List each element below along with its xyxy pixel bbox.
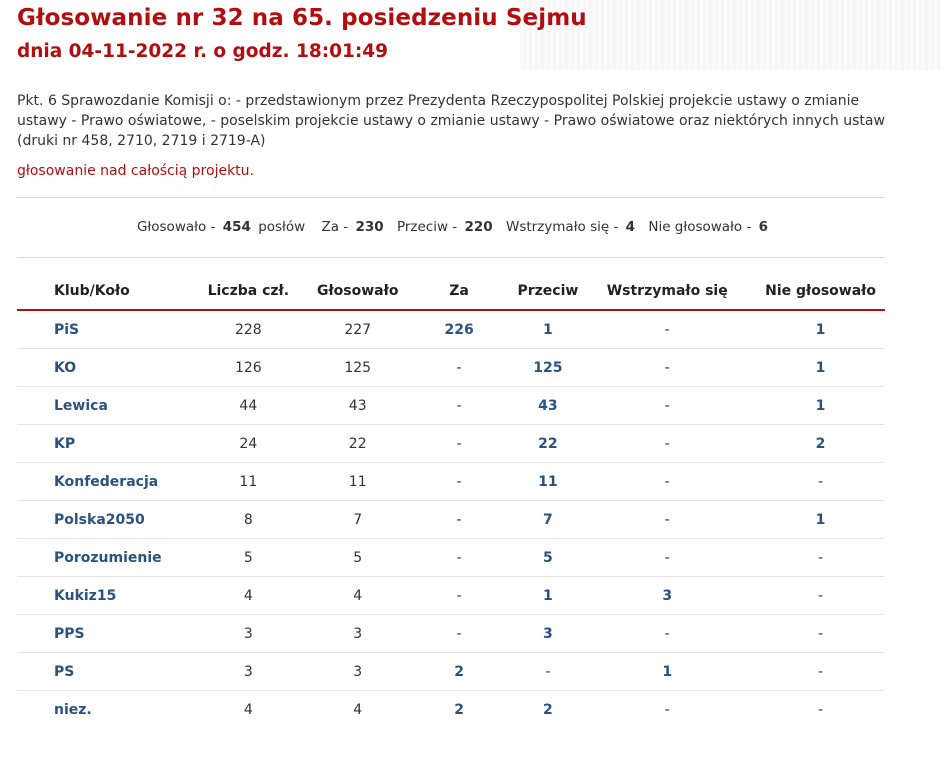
table-row — [17, 653, 885, 691]
table-row — [17, 691, 885, 729]
cell-for: - — [401, 501, 518, 539]
table-row — [17, 310, 885, 349]
vote-count-link-against[interactable]: 5 — [517, 539, 578, 577]
cell-for: - — [401, 463, 518, 501]
table-row — [17, 501, 885, 539]
page-subtitle: dnia 04-11-2022 r. o godz. 18:01:49 — [17, 41, 389, 62]
cell-voted: 5 — [315, 539, 401, 577]
vote-count-link-against[interactable]: 43 — [517, 387, 578, 425]
cell-members: 44 — [182, 387, 315, 425]
cell-voted: 22 — [315, 425, 401, 463]
cell-abstained: - — [578, 615, 756, 653]
table-row — [17, 615, 885, 653]
cell-not-voted: - — [756, 653, 885, 691]
vote-count-link-against[interactable]: 22 — [517, 425, 578, 463]
summary-for: Za - 230 — [321, 219, 384, 235]
club-link[interactable]: KP — [17, 425, 182, 463]
club-link[interactable]: KO — [17, 349, 182, 387]
club-link[interactable]: Konfederacja — [17, 463, 182, 501]
header-club: Klub/Koło — [17, 272, 182, 310]
cell-not-voted: - — [818, 701, 824, 718]
cell-members: 3 — [182, 615, 315, 653]
cell-abstained: - — [578, 539, 756, 577]
cell-abstained: - — [578, 463, 756, 501]
table-row — [17, 387, 885, 425]
vote-count-link-against[interactable]: 11 — [517, 463, 578, 501]
summary-voted: Głosowało - 454 posłów — [136, 219, 306, 235]
header-abstained: Wstrzymało się — [578, 272, 756, 310]
cell-voted: 4 — [353, 701, 363, 718]
cell-not-voted: - — [756, 463, 885, 501]
cell-voted: 4 — [315, 577, 401, 615]
cell-voted: 125 — [315, 349, 401, 387]
vote-count-link-not-voted[interactable]: 1 — [756, 501, 885, 539]
header-not-voted: Nie głosowało — [756, 272, 885, 310]
vote-count-link-for[interactable]: 2 — [401, 653, 518, 691]
header-against: Przeciw — [517, 272, 578, 310]
cell-for: - — [401, 387, 518, 425]
cell-voted: 3 — [315, 615, 401, 653]
cell-members: 4 — [182, 577, 315, 615]
cell-members: 24 — [182, 425, 315, 463]
cell-members: 8 — [182, 501, 315, 539]
cell-for: - — [401, 539, 518, 577]
cell-for: - — [401, 615, 518, 653]
header-for: Za — [401, 272, 518, 310]
cell-for: - — [401, 577, 518, 615]
vote-count-link-against[interactable]: 3 — [517, 615, 578, 653]
cell-members: 4 — [243, 701, 253, 718]
vote-count-link-not-voted[interactable]: 1 — [756, 349, 885, 387]
table-row — [17, 349, 885, 387]
vote-count-link-against[interactable]: 125 — [517, 349, 578, 387]
agenda-description: Pkt. 6 Sprawozdanie Komisji o: - przedstawionym przez Prezydenta Rzeczypospolitej Polskiej projekcie ustawy o zmianie ustawy - Prawo oświatowe, - poselskim projekcie ustawy o zmianie ustawy - Prawo oświatowe oraz niektórych innych ustaw (druki nr 458, 2710, 2719 i 2719-A) — [17, 93, 885, 149]
cell-voted: 227 — [315, 310, 401, 349]
vote-count-link-not-voted[interactable]: 1 — [756, 387, 885, 425]
vote-count-link-against[interactable]: 1 — [517, 577, 578, 615]
vote-count-link-not-voted[interactable]: 1 — [756, 310, 885, 349]
page-title: Głosowanie nr 32 na 65. posiedzeniu Sejmu — [17, 5, 587, 31]
vote-count-link-not-voted[interactable]: 2 — [756, 425, 885, 463]
divider-bottom — [17, 257, 885, 258]
cell-against: - — [517, 653, 578, 691]
vote-count-link-against[interactable]: 2 — [543, 701, 553, 718]
club-link[interactable]: PPS — [17, 615, 182, 653]
cell-abstained: - — [578, 349, 756, 387]
vote-count-link-for[interactable]: 226 — [401, 310, 518, 349]
cell-voted: 7 — [315, 501, 401, 539]
header-voted: Głosowało — [315, 272, 401, 310]
cell-not-voted: - — [756, 577, 885, 615]
cell-abstained: - — [578, 310, 756, 349]
cell-for: - — [401, 425, 518, 463]
summary-not-voted: Nie głosowało - 6 — [648, 219, 769, 235]
table-row — [17, 539, 885, 577]
club-link[interactable]: Kukiz15 — [17, 577, 182, 615]
header-members: Liczba czł. — [182, 272, 315, 310]
vote-summary — [17, 219, 885, 235]
cell-members: 11 — [182, 463, 315, 501]
cell-members: 228 — [182, 310, 315, 349]
vote-count-link-abstained[interactable]: 1 — [578, 653, 756, 691]
cell-members: 126 — [182, 349, 315, 387]
vote-count-link-against[interactable]: 1 — [517, 310, 578, 349]
cell-members: 3 — [182, 653, 315, 691]
cell-for: - — [401, 349, 518, 387]
summary-against: Przeciw - 220 — [396, 219, 493, 235]
club-link[interactable]: PS — [17, 653, 182, 691]
vote-count-link-against[interactable]: 7 — [517, 501, 578, 539]
cell-abstained: - — [578, 387, 756, 425]
club-link[interactable]: Porozumienie — [17, 539, 182, 577]
divider-top — [17, 197, 885, 198]
club-link[interactable]: Polska2050 — [17, 501, 182, 539]
summary-abstained: Wstrzymało się - 4 — [505, 219, 636, 235]
table-row — [17, 425, 885, 463]
vote-subject: głosowanie nad całością projektu. — [17, 163, 254, 179]
vote-count-link-abstained[interactable]: 3 — [578, 577, 756, 615]
cell-voted: 43 — [315, 387, 401, 425]
club-link[interactable]: PiS — [17, 310, 182, 349]
cell-voted: 3 — [315, 653, 401, 691]
table-row — [17, 577, 885, 615]
cell-not-voted: - — [756, 539, 885, 577]
cell-not-voted: - — [756, 615, 885, 653]
cell-members: 5 — [182, 539, 315, 577]
vote-count-link-for[interactable]: 2 — [454, 701, 464, 718]
table-body — [17, 310, 885, 728]
club-votes-table — [17, 272, 885, 728]
table-header-row — [17, 272, 885, 310]
cell-abstained: - — [578, 501, 756, 539]
club-link[interactable]: Lewica — [17, 387, 182, 425]
cell-abstained: - — [664, 701, 670, 718]
club-link[interactable]: niez. — [54, 701, 92, 718]
cell-abstained: - — [578, 425, 756, 463]
cell-voted: 11 — [315, 463, 401, 501]
table-row — [17, 463, 885, 501]
